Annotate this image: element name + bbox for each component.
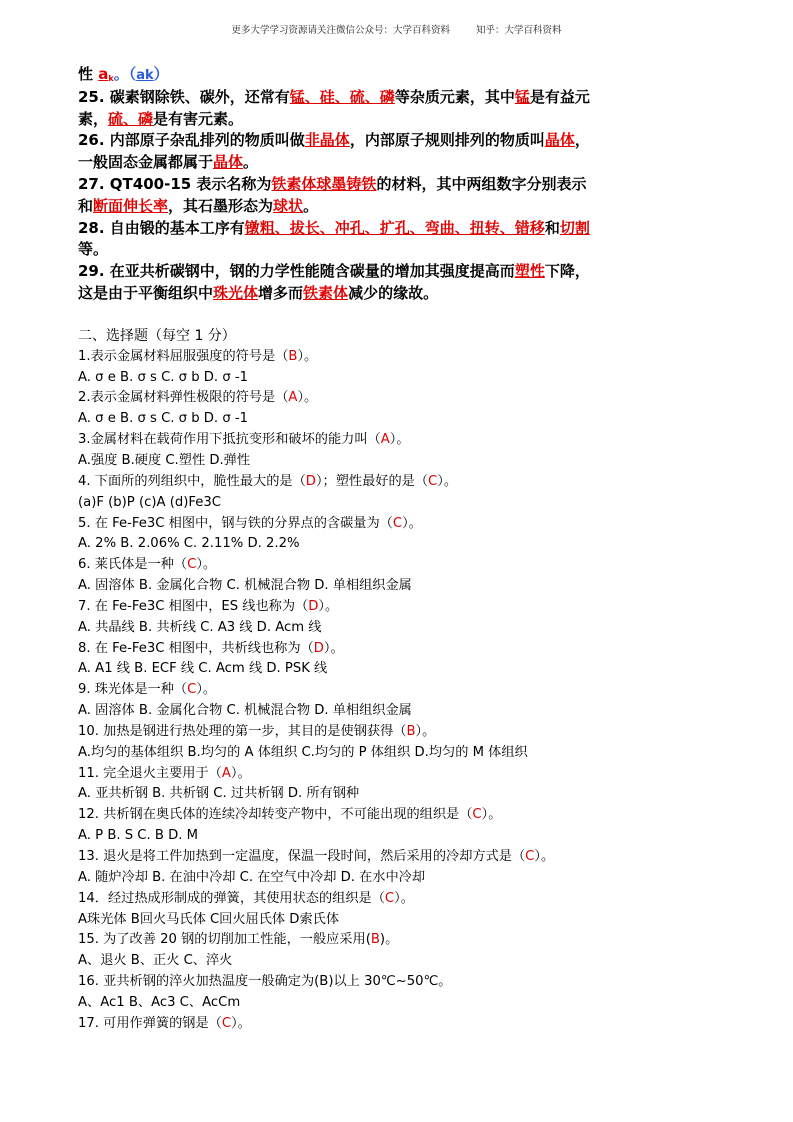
mc-q3-options: A.强度 B.硬度 C.塑性 D.弹性 — [78, 452, 251, 468]
header-right-text: 知乎：大学百科资料 — [476, 25, 562, 36]
fill-line-continuation: 性 $a_k$。（ak） — [78, 65, 169, 83]
mc-q1-options: A. σ e B. σ s C. σ b D. σ -1 — [78, 369, 249, 385]
mc-q9-stem: 9. 珠光体是一种（C）。 — [78, 682, 217, 698]
mc-q12-stem: 12. 共析钢在奥氏体的连续冷却转变产物中，不可能出现的组织是（C）。 — [78, 807, 502, 823]
mc-q13-stem: 13. 退火是将工件加热到一定温度，保温一段时间，然后采用的冷却方式是（C）。 — [78, 849, 555, 865]
mc-q16-stem: 16. 亚共析钢的淬火加热温度一般确定为(B)以上 30℃~50℃。 — [78, 974, 452, 990]
mc-q7-options: A. 共晶线 B. 共析线 C. A3 线 D. Acm 线 — [78, 619, 322, 635]
mc-q3-stem: 3.金属材料在载荷作用下抵抗变形和破坏的能力叫（A）。 — [78, 432, 410, 448]
mc-q4-options: (a)F (b)P (c)A (d)Fe3C — [78, 494, 221, 510]
mc-q2-stem: 2.表示金属材料弹性极限的符号是（A）。 — [78, 390, 318, 406]
mc-q5-stem: 5. 在 Fe-Fe3C 相图中，钢与铁的分界点的含碳量为（C）。 — [78, 515, 422, 531]
mc-q10-options: A.均匀的基体组织 B.均匀的 A 体组织 C.均匀的 P 体组织 D.均匀的 M 体组织 — [78, 744, 528, 760]
mc-q15-stem: 15. 为了改善 20 钢的切削加工性能，一般应采用(B)。 — [78, 932, 399, 948]
mc-q10-stem: 10. 加热是钢进行热处理的第一步，其目的是使钢获得（B）。 — [78, 723, 436, 739]
header-left-text: 更多大学学习资源请关注微信公众号：大学百科资料 — [231, 25, 450, 36]
mc-q4-stem: 4. 下面所的列组织中，脆性最大的是（D）；塑性最好的是（C）。 — [78, 473, 458, 489]
fill-q27-line2: 和断面伸长率，其石墨形态为球状。 — [78, 196, 319, 215]
mc-q7-stem: 7. 在 Fe-Fe3C 相图中，ES 线也称为（D）。 — [78, 598, 339, 614]
mc-q14-options: A珠光体 B回火马氏体 C回火屈氏体 D索氏体 — [78, 911, 340, 927]
mc-q6-stem: 6. 莱氏体是一种（C）。 — [78, 557, 217, 573]
mc-q8-stem: 8. 在 Fe-Fe3C 相图中，共析线也称为（D）。 — [78, 640, 344, 656]
fill-q27-line1: 27. QT400-15 表示名称为铁素体球墨铸铁的材料，其中两组数字分别表示 — [78, 174, 587, 193]
mc-q12-options: A. P B. S C. B D. M — [78, 828, 199, 844]
mc-q8-options: A. A1 线 B. ECF 线 C. Acm 线 D. PSK 线 — [78, 661, 328, 677]
section-title-multiple-choice: 二、选择题（每空 1 分） — [78, 327, 236, 344]
mc-q15-options: A、退火 B、正火 C、淬火 — [78, 953, 233, 969]
multiple-choice-section — [78, 347, 718, 1035]
mc-q11-stem: 11. 完全退火主要用于（A）。 — [78, 765, 251, 781]
fill-q26-line2: 一般固态金属都属于晶体。 — [78, 153, 259, 172]
mc-q14-stem: 14．经过热成形制成的弹簧，其使用状态的组织是（C）。 — [78, 890, 414, 906]
mc-q13-options: A. 随炉冷却 B. 在油中冷却 C. 在空气中冷却 D. 在水中冷却 — [78, 869, 426, 885]
mc-q16-options: A、Ac1 B、Ac3 C、AcCm — [78, 994, 241, 1010]
mc-q2-options: A. σ e B. σ s C. σ b D. σ -1 — [78, 411, 249, 427]
mc-q6-options: A. 固溶体 B. 金属化合物 C. 机械混合物 D. 单相组织金属 — [78, 578, 412, 594]
fill-q25-line2: 素，硫、磷是有害元素。 — [78, 109, 244, 128]
fill-in-section — [78, 64, 718, 305]
fill-q28-line1: 28. 自由锻的基本工序有镦粗、拔长、冲孔、扩孔、弯曲、扭转、错移和切割 — [78, 218, 590, 237]
mc-q9-options: A. 固溶体 B. 金属化合物 C. 机械混合物 D. 单相组织金属 — [78, 703, 412, 719]
mc-q5-options: A. 2% B. 2.06% C. 2.11% D. 2.2% — [78, 536, 300, 552]
mc-q1-stem: 1.表示金属材料屈服强度的符号是（B）。 — [78, 348, 318, 364]
mc-q11-options: A. 亚共析钢 B. 共析钢 C. 过共析钢 D. 所有钢种 — [78, 786, 360, 802]
fill-q28-line2: 等。 — [78, 240, 109, 259]
fill-q26-line1: 26. 内部原子杂乱排列的物质叫做非晶体，内部原子规则排列的物质叫晶体， — [78, 131, 590, 150]
page-header — [0, 22, 793, 36]
mc-q17-stem: 17. 可用作弹簧的钢是（C）。 — [78, 1015, 251, 1031]
fill-q29-line2: 这是由于平衡组织中珠光体增多而铁素体减少的缘故。 — [78, 283, 439, 302]
fill-q29-line1: 29. 在亚共析碳钢中，钢的力学性能随含碳量的增加其强度提高而塑性下降， — [78, 262, 590, 281]
document-body — [78, 64, 718, 1035]
fill-q25-line1: 25. 碳素钢除铁、碳外，还常有锰、硅、硫、磷等杂质元素，其中锰是有益元 — [78, 87, 590, 106]
